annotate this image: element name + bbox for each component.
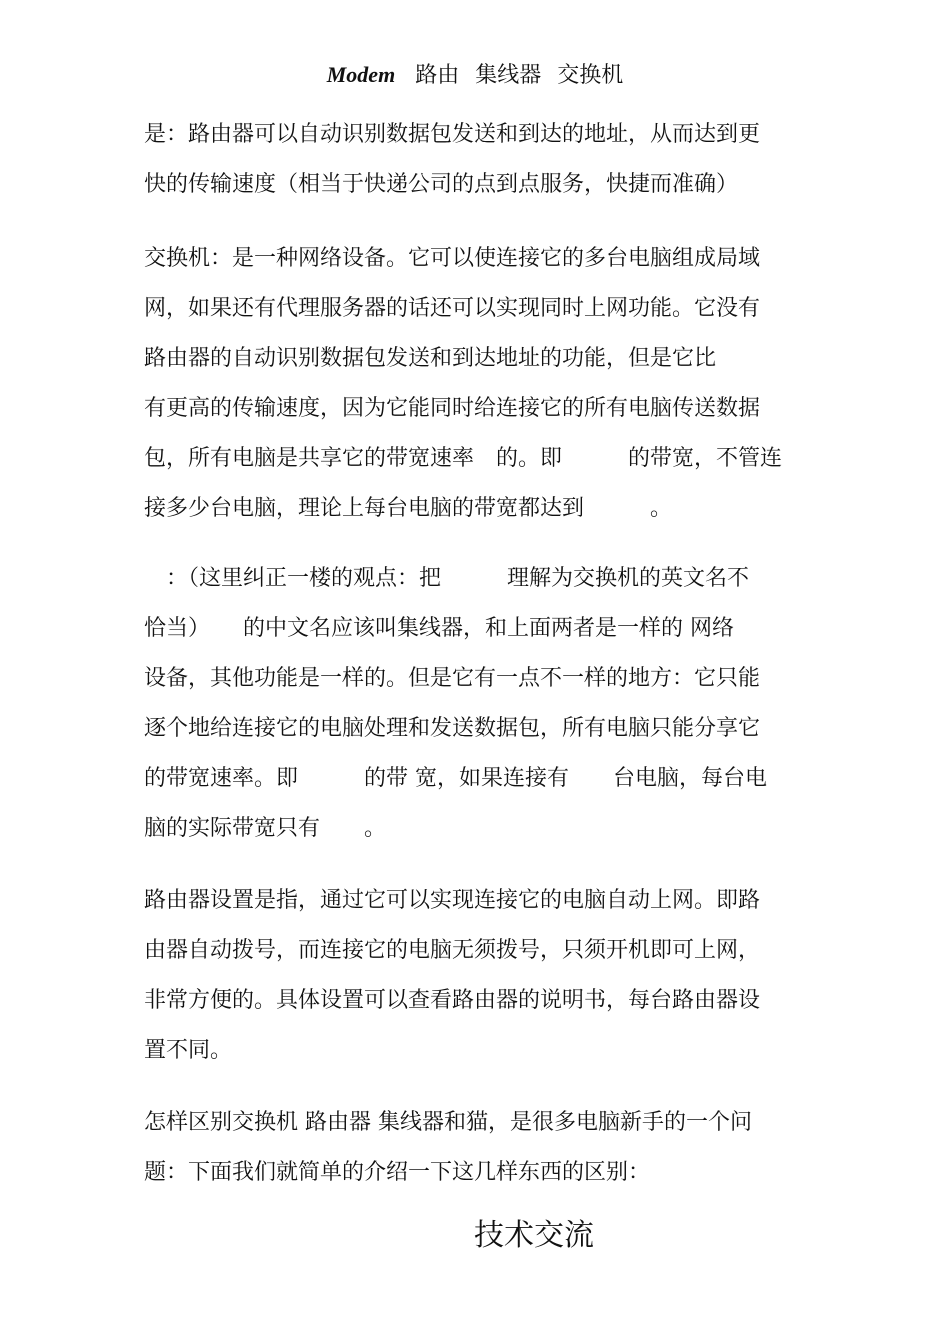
text-line: 快的传输速度（相当于快递公司的点到点服务，快捷而准确） — [144, 172, 739, 197]
text-line: 脑的实际带宽只有 。 — [144, 816, 387, 841]
paragraph-router-setup — [144, 876, 814, 1076]
paragraph-introduction — [144, 1098, 814, 1198]
text-line: 置不同。 — [144, 1038, 233, 1063]
text-line: 是：路由器可以自动识别数据包发送和到达的地址，从而达到更 — [144, 122, 761, 147]
text-line: 的带宽速率。即 的带 宽，如果连接有 台电脑，每台电 — [144, 766, 767, 791]
header-switch: 交换机 — [557, 63, 624, 88]
text-line: 题：下面我们就简单的介绍一下这几样东西的区别： — [144, 1160, 651, 1185]
paragraph-switch-description — [144, 234, 814, 534]
text-line: 路由器的自动识别数据包发送和到达地址的功能，但是它比 — [144, 346, 717, 371]
text-line: 由器自动拨号，而连接它的电脑无须拨号，只须开机即可上网， — [144, 938, 761, 963]
text-line: 交换机：是一种网络设备。它可以使连接它的多台电脑组成局域 — [144, 246, 761, 271]
page-footer: 技术交流 — [474, 1218, 594, 1253]
text-line: 有更高的传输速度，因为它能同时给连接它的所有电脑传送数据 — [144, 396, 761, 421]
header-router: 路由 — [415, 63, 460, 88]
text-line: 路由器设置是指，通过它可以实现连接它的电脑自动上网。即路 — [144, 888, 761, 913]
paragraph-hub-description — [144, 554, 814, 854]
header-modem: Modem — [326, 62, 396, 87]
text-line: 接多少台电脑，理论上每台电脑的带宽都达到 。 — [144, 496, 673, 521]
text-line: 包，所有电脑是共享它的带宽速率 的。即 的带宽，不管连 — [144, 446, 783, 471]
header-hub: 集线器 — [475, 63, 542, 88]
text-line: 恰当） 的中文名应该叫集线器，和上面两者是一样的 网络 — [144, 616, 734, 641]
paragraph-router-description — [144, 110, 814, 210]
text-line: 逐个地给连接它的电脑处理和发送数据包，所有电脑只能分享它 — [144, 716, 761, 741]
text-line: 网，如果还有代理服务器的话还可以实现同时上网功能。它没有 — [144, 296, 761, 321]
text-line: 非常方便的。具体设置可以查看路由器的说明书，每台路由器设 — [144, 988, 761, 1013]
page-header — [0, 58, 950, 93]
text-line: 设备，其他功能是一样的。但是它有一点不一样的地方：它只能 — [144, 666, 761, 691]
text-line: ：（这里纠正一楼的观点：把 理解为交换机的英文名不 — [144, 566, 750, 591]
text-line: 怎样区别交换机 路由器 集线器和猫，是很多电脑新手的一个问 — [144, 1110, 752, 1135]
